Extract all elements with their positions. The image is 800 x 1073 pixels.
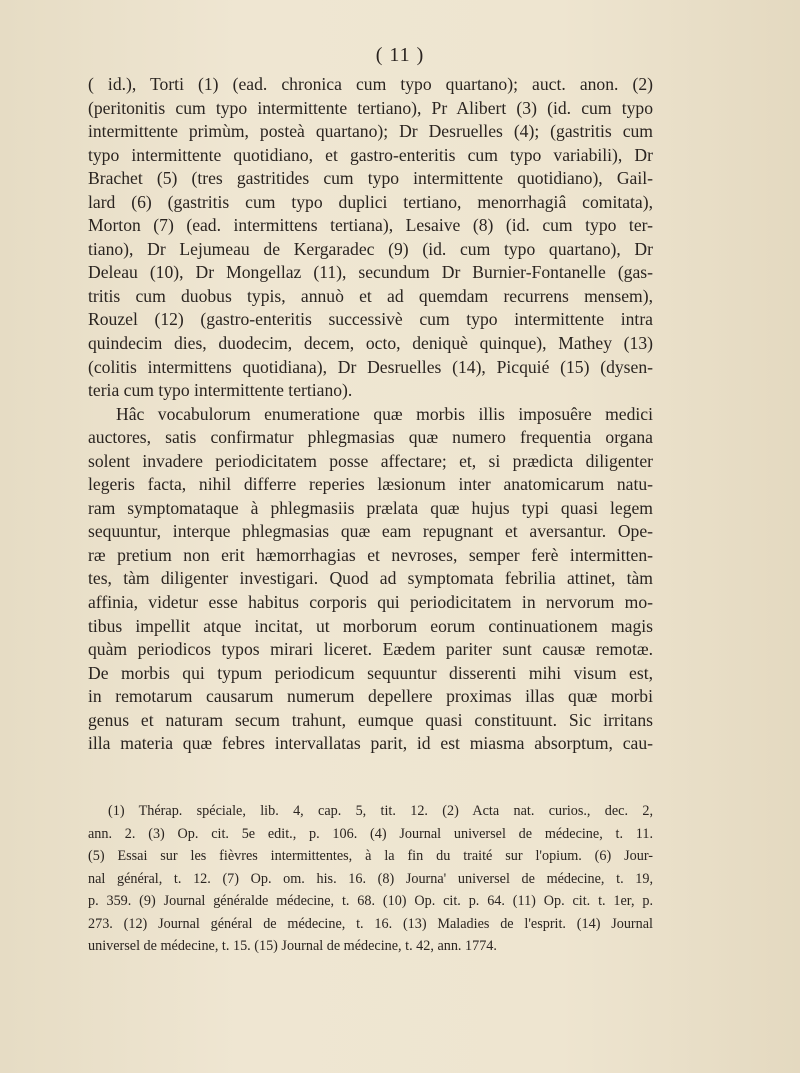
text-line: auctores, satis confirmatur phlegmasias quæ numero frequentia organa bbox=[88, 427, 653, 448]
text-line: De morbis qui typum periodicum sequuntur disserenti mihi visum est, bbox=[88, 662, 653, 683]
text-line: tibus impellit atque incitat, ut morborum eorum continuationem magis bbox=[88, 615, 653, 636]
text-line: tes, tàm diligenter investigari. Quod ad symptomata febrilia attinet, tàm bbox=[88, 568, 653, 589]
text-line: solent invadere periodicitatem posse affectare; et, si prædicta diligenter bbox=[88, 450, 653, 471]
text-line: quàm periodicos typos mirari liceret. Eædem pariter sunt causæ remotæ. bbox=[88, 639, 653, 660]
footnote-line: universel de médecine, t. 15. (15) Journal de médecine, t. 42, ann. 1774. bbox=[88, 938, 497, 954]
text-line: Morton (7) (ead. intermittens tertiana), Lesaive (8) (id. cum typo ter- bbox=[88, 215, 653, 236]
text-line: ram symptomataque à phlegmasiis prælata quæ hujus typi quasi legem bbox=[88, 497, 653, 518]
text-line: affinia, videtur esse habitus corporis qui periodicitatem in nervorum mo- bbox=[88, 592, 653, 613]
text-line: in remotarum causarum numerum depellere proximas illas quæ morbi bbox=[88, 686, 653, 707]
text-line: illa materia quæ febres intervallatas parit, id est miasma absorptum, cau- bbox=[88, 733, 653, 754]
text-line: ( id.), Torti (1) (ead. chronica cum typo quartano); auct. anon. (2) bbox=[88, 74, 653, 94]
text-line: tritis cum duobus typis, annuò et ad quemdam recurrens mensem), bbox=[88, 285, 653, 306]
footnote-line: nal général, t. 12. (7) Op. om. his. 16. (8) Journa' universel de médecine, t. 19, bbox=[88, 870, 653, 887]
text-line: legeris facta, nihil differre reperies læsionum inter anatomicarum natu- bbox=[88, 474, 653, 495]
text-line: tiano), Dr Lejumeau de Kergaradec (9) (id. cum typo quartano), Dr bbox=[88, 238, 653, 259]
text-line: quindecim dies, duodecim, decem, octo, deniquè quinque), Mathey (13) bbox=[88, 333, 653, 354]
paragraph-first-line: Hâc vocabulorum enumeratione quæ morbis illis imposuêre medici bbox=[116, 403, 653, 424]
footnote-line: p. 359. (9) Journal généralde médecine, t. 68. (10) Op. cit. p. 64. (11) Op. cit. t. 1er, p. bbox=[88, 893, 653, 909]
footnote-line: ann. 2. (3) Op. cit. 5e edit., p. 106. (4) Journal universel de médecine, t. 11. bbox=[88, 825, 653, 842]
text-line: intermittente primùm, posteà quartano); Dr Desruelles (4); (gastritis cum bbox=[88, 121, 653, 142]
footnotes bbox=[88, 800, 653, 958]
footnote-line: (1) Thérap. spéciale, lib. 4, cap. 5, tit. 12. (2) Acta nat. curios., dec. 2, bbox=[108, 803, 653, 819]
body-text bbox=[88, 73, 653, 756]
text-line: Deleau (10), Dr Mongellaz (11), secundum Dr Burnier-Fontanelle (gas- bbox=[88, 262, 653, 283]
text-line: Rouzel (12) (gastro-enteritis successivè cum typo intermittente intra bbox=[88, 309, 653, 330]
text-line: lard (6) (gastritis cum typo duplici tertiano, menorrhagiâ comitata), bbox=[88, 191, 653, 212]
text-line: genus et naturam secum trahunt, eumque quasi constituunt. Sic irritans bbox=[88, 709, 653, 730]
page-number: ( 11 ) bbox=[375, 44, 425, 66]
text-line: sequuntur, interque phlegmasias quæ eam repugnant et aversantur. Ope- bbox=[88, 521, 653, 542]
text-line: (colitis intermittens quotidiana), Dr Desruelles (14), Picquié (15) (dysen- bbox=[88, 356, 653, 377]
text-line: typo intermittente quotidiano, et gastro-enteritis cum typo variabili), Dr bbox=[88, 144, 653, 165]
footnote-line: (5) Essai sur les fièvres intermittentes, à la fin du traité sur l'opium. (6) Jour- bbox=[88, 848, 653, 864]
text-line: Brachet (5) (tres gastritides cum typo intermittente quotidiano), Gail- bbox=[88, 168, 653, 189]
text-line: (peritonitis cum typo intermittente tertiano), Pr Alibert (3) (id. cum typo bbox=[88, 97, 653, 118]
text-line: ræ pretium non erit hæmorrhagias et nevroses, semper ferè intermitten- bbox=[88, 544, 653, 565]
text-line: teria cum typo intermittente tertiano). bbox=[88, 380, 353, 401]
footnote-line: 273. (12) Journal général de médecine, t. 16. (13) Maladies de l'esprit. (14) Journal bbox=[88, 915, 653, 932]
